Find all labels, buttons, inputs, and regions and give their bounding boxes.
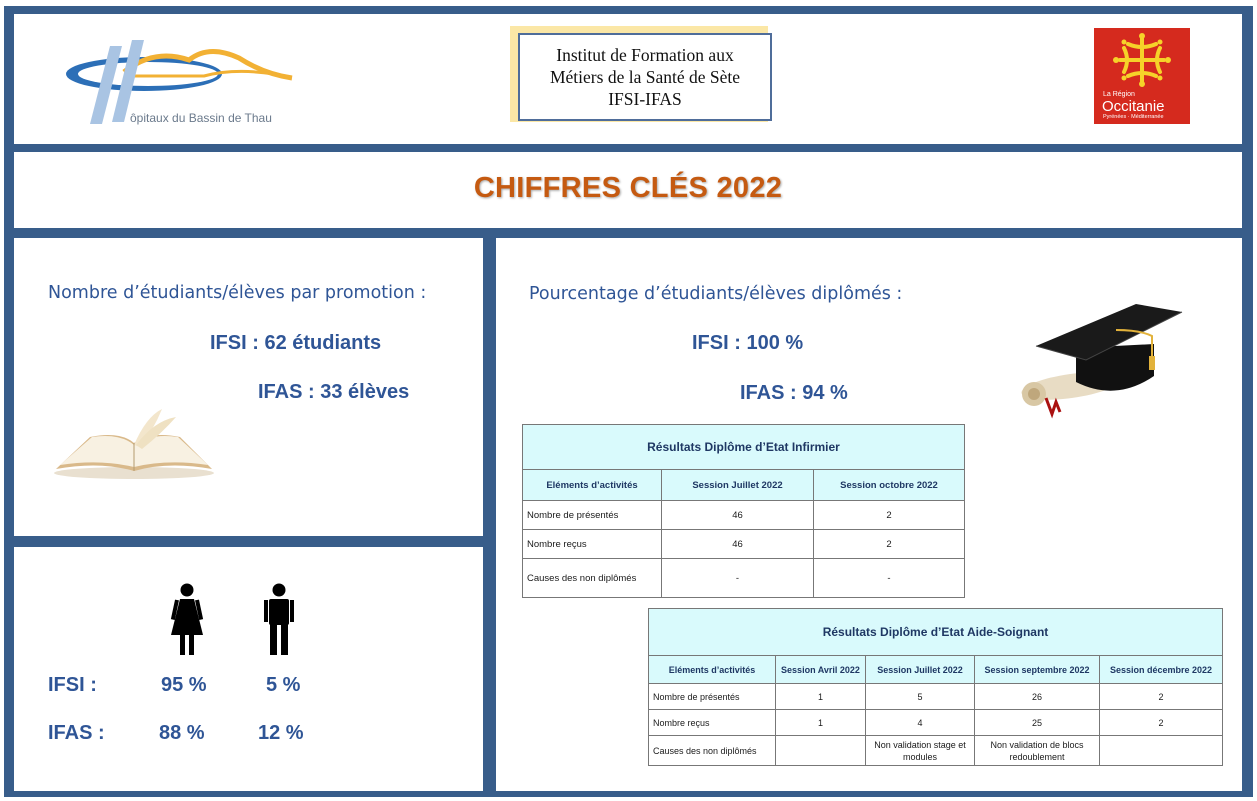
gender-ifsi-male: 5 % [266, 674, 301, 696]
deas-header-cell: Session Juillet 2022 [866, 656, 975, 684]
deas-cell: Non validation de blocs redoublement [975, 736, 1100, 766]
students-panel [14, 238, 483, 536]
dei-header-cell: Eléments d’activités [523, 470, 662, 501]
header-panel [14, 14, 1242, 144]
deas-cell: 26 [975, 684, 1100, 710]
table-row [649, 684, 1223, 710]
dei-header-cell: Session Juillet 2022 [662, 470, 814, 501]
gender-ifas-male: 12 % [258, 722, 304, 744]
institute-name-box [518, 33, 772, 121]
deas-table-title: Résultats Diplôme d’Etat Aide-Soignant [649, 609, 1223, 656]
dei-cell: 46 [662, 530, 814, 559]
ifas-graduates-pct: IFAS : 94 % [740, 382, 848, 404]
dei-cell: 2 [814, 501, 965, 530]
deas-cell: Causes des non diplômés [649, 736, 776, 766]
table-row [649, 710, 1223, 736]
table-row [649, 736, 1223, 766]
region-logo-line-1: La Région [1103, 91, 1135, 98]
deas-cell: Non validation stage et modules [866, 736, 975, 766]
gender-ifas-label: IFAS : [48, 722, 105, 744]
region-logo-line-3: Pyrénées · Méditerranée [1103, 114, 1164, 120]
dei-cell: - [814, 559, 965, 598]
dei-cell: Causes des non diplômés [523, 559, 662, 598]
occitan-cross-icon [1094, 28, 1190, 90]
dei-cell: Nombre reçus [523, 530, 662, 559]
deas-cell: 1 [776, 710, 866, 736]
deas-cell: Nombre reçus [649, 710, 776, 736]
woman-icon [169, 583, 205, 657]
dei-header-cell: Session octobre 2022 [814, 470, 965, 501]
table-row [523, 530, 965, 559]
graduates-panel [496, 238, 1242, 791]
dei-cell: 46 [662, 501, 814, 530]
deas-cell: 25 [975, 710, 1100, 736]
deas-cell: 2 [1100, 710, 1223, 736]
dei-table-title: Résultats Diplôme d’Etat Infirmier [523, 425, 965, 470]
region-occitanie-logo [1094, 28, 1190, 124]
gender-ifas-female: 88 % [159, 722, 205, 744]
man-icon [264, 583, 294, 657]
table-row [523, 501, 965, 530]
deas-cell: 5 [866, 684, 975, 710]
gender-panel [14, 547, 483, 791]
graduates-heading: Pourcentage d’étudiants/élèves diplômés : [529, 284, 903, 304]
ifsi-students-count: IFSI : 62 étudiants [210, 332, 382, 354]
dei-cell: - [662, 559, 814, 598]
ifsi-graduates-pct: IFSI : 100 % [692, 332, 804, 354]
open-book-icon [50, 403, 218, 483]
dei-results-table [522, 424, 965, 598]
deas-header-cell: Session septembre 2022 [975, 656, 1100, 684]
dei-cell: 2 [814, 530, 965, 559]
deas-cell [1100, 736, 1223, 766]
deas-results-table [648, 608, 1223, 766]
gender-ifsi-female: 95 % [161, 674, 207, 696]
deas-header-cell: Session décembre 2022 [1100, 656, 1223, 684]
deas-cell [776, 736, 866, 766]
deas-header-cell: Session Avril 2022 [776, 656, 866, 684]
institute-line-1: Institut de Formation aux [556, 45, 734, 65]
dei-cell: Nombre de présentés [523, 501, 662, 530]
hospital-logo [64, 36, 304, 126]
deas-header-cell: Eléments d’activités [649, 656, 776, 684]
region-logo-line-2: Occitanie [1102, 98, 1165, 115]
institute-line-3: IFSI-IFAS [608, 89, 682, 109]
table-row [523, 559, 965, 598]
institute-line-2: Métiers de la Santé de Sète [549, 67, 740, 87]
deas-cell: Nombre de présentés [649, 684, 776, 710]
ifas-students-count: IFAS : 33 élèves [258, 381, 410, 403]
graduation-cap-icon [1016, 302, 1186, 420]
gender-ifsi-label: IFSI : [48, 674, 97, 696]
page-title: CHIFFRES CLÉS 2022 [473, 172, 783, 204]
hospital-logo-text: ôpitaux du Bassin de Thau [130, 111, 272, 125]
title-panel [14, 152, 1242, 228]
deas-cell: 1 [776, 684, 866, 710]
students-heading: Nombre d’étudiants/élèves par promotion : [48, 283, 427, 303]
deas-cell: 4 [866, 710, 975, 736]
deas-cell: 2 [1100, 684, 1223, 710]
